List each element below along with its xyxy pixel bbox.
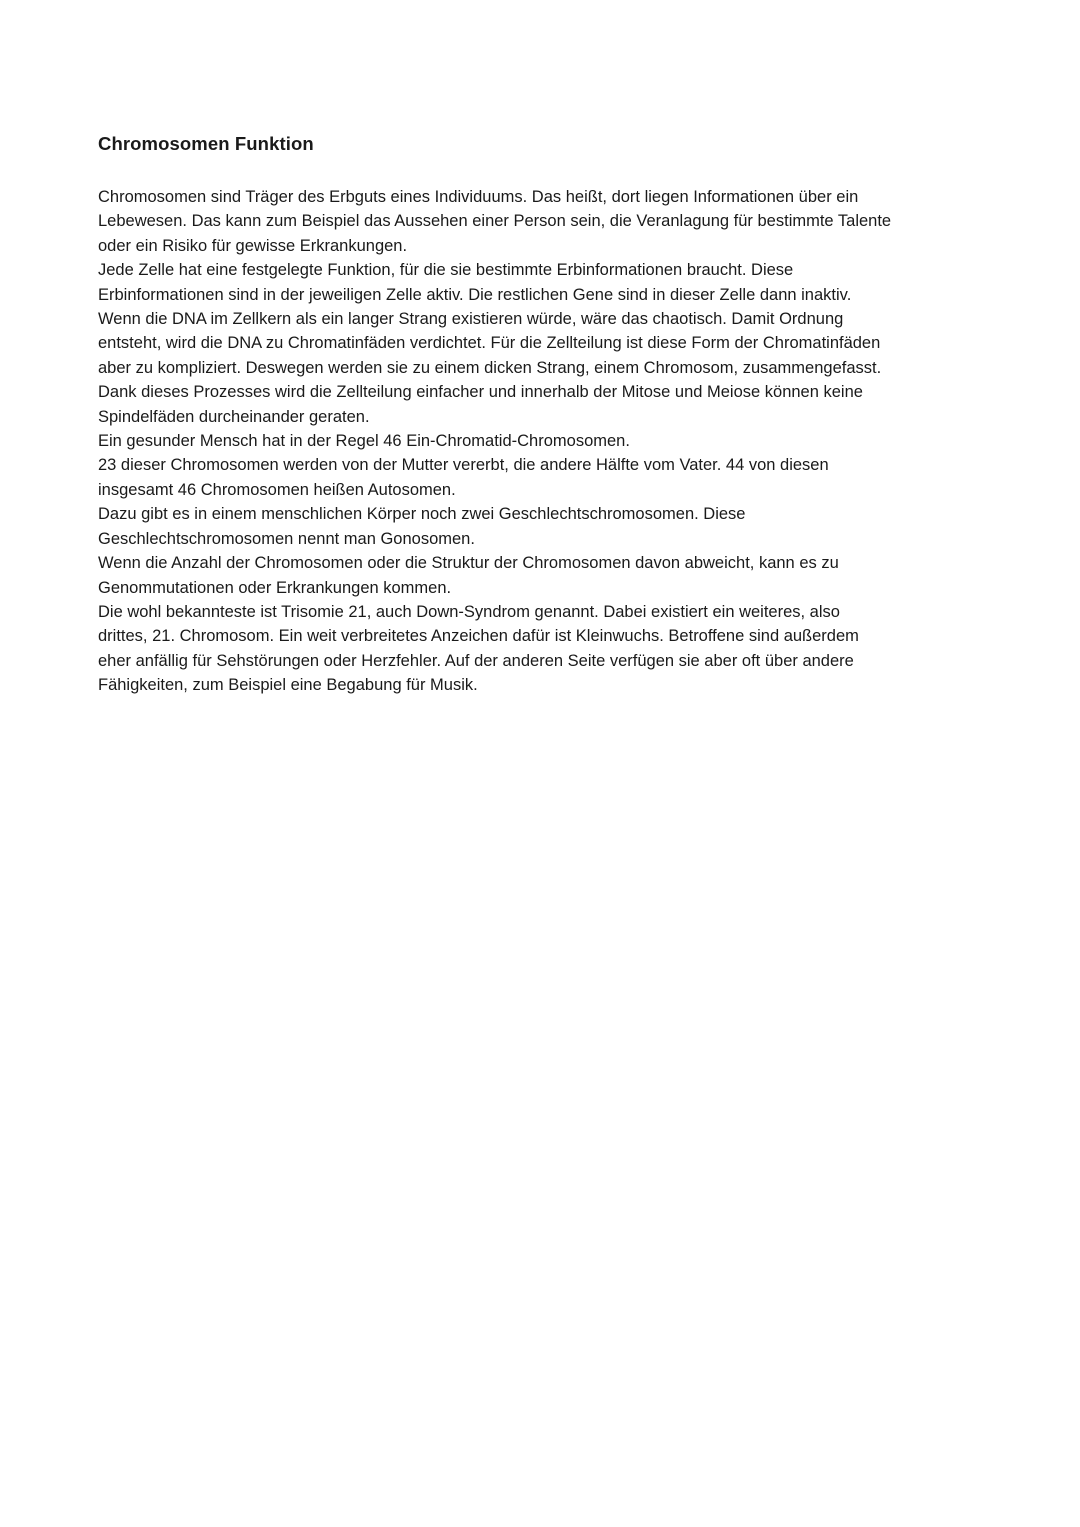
text-line: Fähigkeiten, zum Beispiel eine Begabung für Musik. xyxy=(98,676,478,695)
text-line: Erbinformationen sind in der jeweiligen Zelle aktiv. Die restlichen Gene sind in dieser Zelle dann inaktiv. xyxy=(98,285,852,304)
text-line: oder ein Risiko für gewisse Erkrankungen. xyxy=(98,236,408,255)
text-line: Dank dieses Prozesses wird die Zellteilung einfacher und innerhalb der Mitose und Meiose können keine xyxy=(98,383,863,402)
document-title: Chromosomen Funktion xyxy=(98,133,314,154)
text-line: 23 dieser Chromosomen werden von der Mutter vererbt, die andere Hälfte vom Vater. 44 von diesen xyxy=(98,456,829,475)
text-line: Ein gesunder Mensch hat in der Regel 46 Ein-Chromatid-Chromosomen. xyxy=(98,432,630,451)
text-line: Wenn die DNA im Zellkern als ein langer Strang existieren würde, wäre das chaotisch. Damit Ordnung xyxy=(98,310,844,329)
text-line: aber zu kompliziert. Deswegen werden sie zu einem dicken Strang, einem Chromosom, zusammengefasst. xyxy=(98,358,882,377)
document-body xyxy=(98,185,988,698)
text-line: insgesamt 46 Chromosomen heißen Autosomen. xyxy=(98,480,456,499)
text-line: Chromosomen sind Träger des Erbguts eines Individuums. Das heißt, dort liegen Informationen über ein xyxy=(98,188,859,206)
text-line: Spindelfäden durcheinander geraten. xyxy=(98,407,370,426)
text-line: drittes, 21. Chromosom. Ein weit verbreitetes Anzeichen dafür ist Kleinwuchs. Betroffene sind außerdem xyxy=(98,627,859,646)
text-line: Geschlechtschromosomen nennt man Gonosomen. xyxy=(98,529,475,548)
text-line: eher anfällig für Sehstörungen oder Herzfehler. Auf der anderen Seite verfügen sie aber oft über andere xyxy=(98,651,854,670)
text-line: Genommutationen oder Erkrankungen kommen. xyxy=(98,578,452,597)
text-line: Lebewesen. Das kann zum Beispiel das Aussehen einer Person sein, die Veranlagung für bestimmte Talente xyxy=(98,212,892,231)
text-line: Dazu gibt es in einem menschlichen Körper noch zwei Geschlechtschromosomen. Diese xyxy=(98,505,746,524)
text-line: Wenn die Anzahl der Chromosomen oder die Struktur der Chromosomen davon abweicht, kann es zu xyxy=(98,554,839,573)
text-line: entsteht, wird die DNA zu Chromatinfäden verdichtet. Für die Zellteilung ist diese Form der Chromatinfäden xyxy=(98,334,881,353)
text-line: Jede Zelle hat eine festgelegte Funktion, für die sie bestimmte Erbinformationen braucht. Diese xyxy=(98,261,794,280)
text-line: Die wohl bekannteste ist Trisomie 21, auch Down-Syndrom genannt. Dabei existiert ein weiteres, also xyxy=(98,602,840,621)
document-content xyxy=(98,131,988,698)
